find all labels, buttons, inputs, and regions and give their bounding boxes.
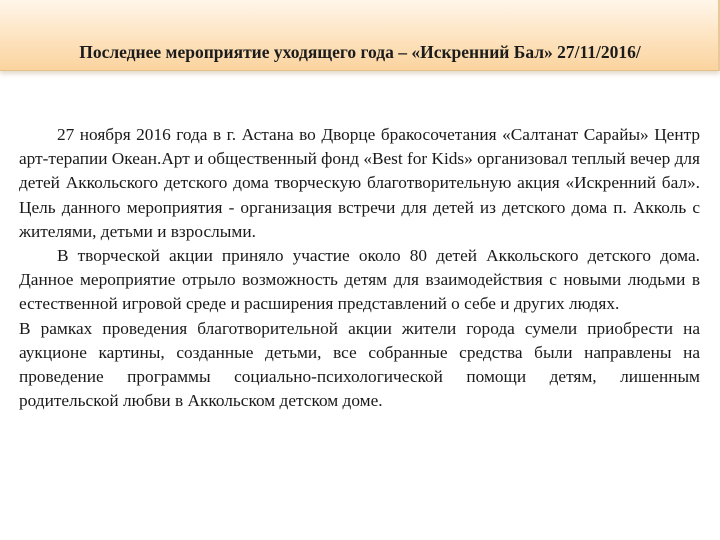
paragraph-1: 27 ноября 2016 года в г. Астана во Дворце бракосочетания «Салтанат Сарайы» Центр арт-терапии Океан.Арт и общественный фонд «Best for Kids» организовал теплый вечер для детей Аккольского детского дома творческую благотворительную акция «Искренний бал». Цель данного мероприятия - организация встречи для детей из детского дома п. Акколь с жителями, детьми и взрослыми.	[19, 125, 700, 241]
paragraph-3: В рамках проведения благотворительной акции жители города сумели приобрести на аукционе картины, созданные детьми, все собранные средства были направлены на проведение программы социально-психологической помощи детям, лишенным родительской любви в Аккольском детском доме.	[19, 318, 700, 411]
paragraph-2: В творческой акции приняло участие около 80 детей Аккольского детского дома. Данное мероприятие отрыло возможность детям для взаимодействия с новыми людьми в естественной игровой среде и расширения представлений о себе и других людях.	[19, 246, 700, 314]
page-title: Последнее мероприятие уходящего года – «Искренний Бал» 27/11/2016/	[79, 42, 641, 62]
article-body	[19, 123, 700, 413]
